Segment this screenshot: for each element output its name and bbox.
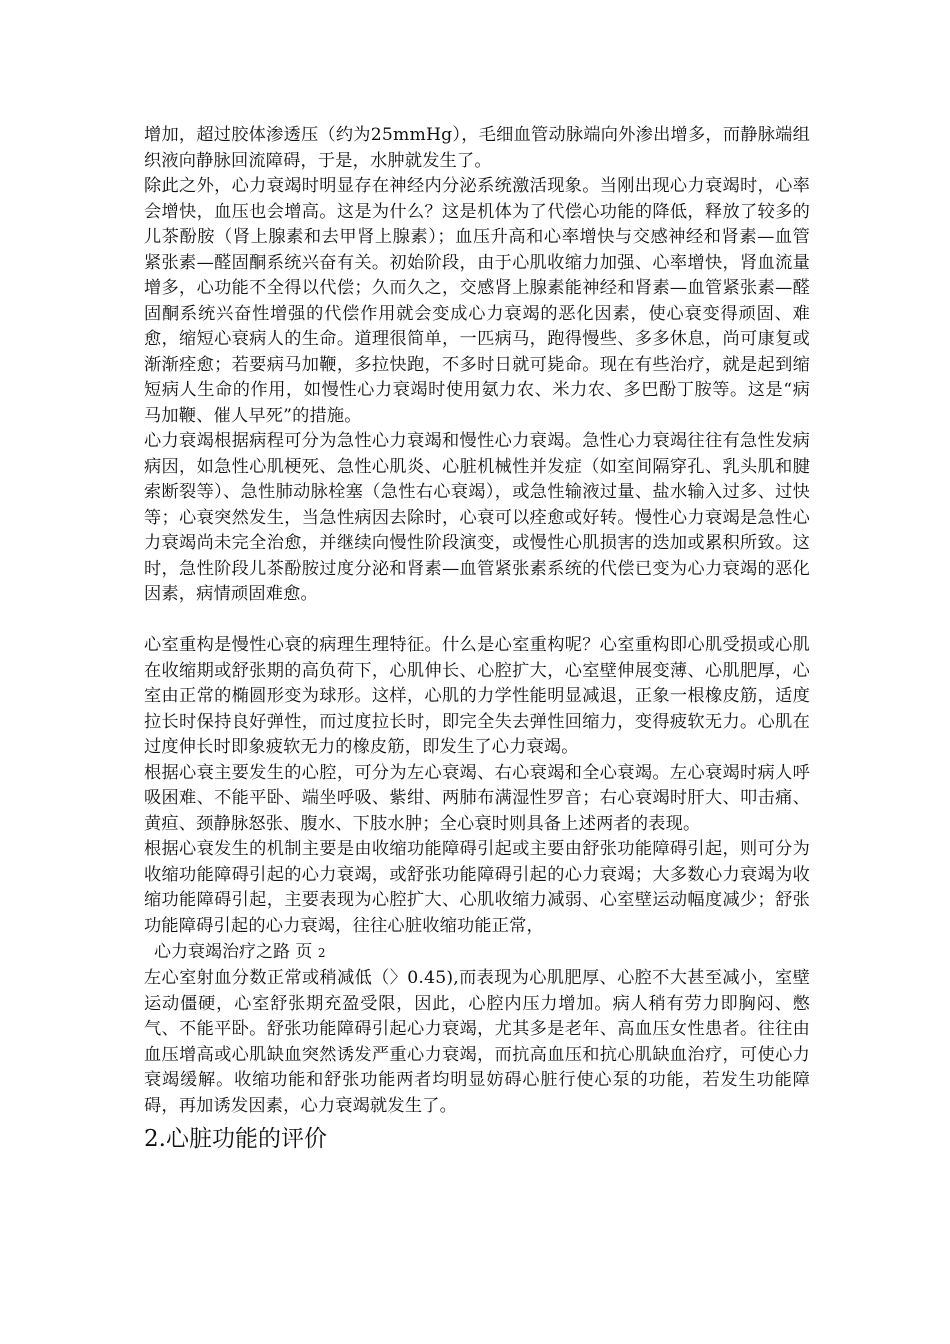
footer-page-label: 页 (295, 942, 313, 962)
page-footer (144, 939, 810, 966)
paragraph-neuroendocrine: 除此之外，心力衰竭时明显存在神经内分泌系统激活现象。当刚出现心力衰竭时，心率会增快，血压也会增高。这是为什么？这是机体为了代偿心功能的降低，释放了较多的儿茶酚胺（肾上腺素和去甲肾上腺素）；血压升高和心率增快与交感神经和肾素—血管紧张素—醛固酮系统兴奋有关。初始阶段，由于心肌收缩力加强、心率增快，肾血流量增多，心功能不全得以代偿；久而久之，交感肾上腺素能神经和肾素—血管紧张素—醛固酮系统兴奋性增强的代偿作用就会变成心力衰竭的恶化因素，使心衰变得顽固、难愈，缩短心衰病人的生命。道理很简单，一匹病马，跑得慢些、多多休息，尚可康复或渐渐痊愈；若要病马加鞭，多拉快跑，不多时日就可毙命。现在有些治疗，就是起到缩短病人生命的作用，如慢性心力衰竭时使用氨力农、米力农、多巴酚丁胺等。这是“病马加鞭、催人早死”的措施。 (144, 176, 810, 426)
document-page (144, 123, 810, 1157)
paragraph-left-right-failure: 根据心衰主要发生的心腔，可分为左心衰竭、右心衰竭和全心衰竭。左心衰竭时病人呼吸困难、不能平卧、端坐呼吸、紫绀、两肺布满湿性罗音；右心衰竭时肝大、叩击痛、黄疸、颈静脉怒张、腹水、下肢水肿；全心衰时则具备上述两者的表现。 (144, 762, 810, 834)
section-heading: 2.心脏功能的评价 (144, 1126, 327, 1152)
footer-title: 心力衰竭治疗之路 (154, 942, 290, 962)
paragraph-systolic-diastolic: 根据心衰发生的机制主要是由收缩功能障碍引起或主要由舒张功能障碍引起，则可分为收缩功能障碍引起的心力衰竭，或舒张功能障碍引起的心力衰竭；大多数心力衰竭为收缩功能障碍引起，主要表现为心腔扩大、心肌收缩力减弱、心室壁运动幅度减少；舒张功能障碍引起的心力衰竭，往往心脏收缩功能正常， (144, 839, 810, 936)
paragraph-edema: 增加，超过胶体渗透压（约为25mmHg），毛细血管动脉端向外渗出增多，而静脉端组织液向静脉回流障碍，于是，水肿就发生了。 (144, 125, 810, 171)
paragraph-acute-chronic: 心力衰竭根据病程可分为急性心力衰竭和慢性心力衰竭。急性心力衰竭往往有急性发病病因，如急性心肌梗死、急性心肌炎、心脏机械性并发症（如室间隔穿孔、乳头肌和腱索断裂等）、急性肺动脉栓塞（急性右心衰竭），或急性输液过量、盐水输入过多、过快等；心衰突然发生，当急性病因去除时，心衰可以痊愈或好转。慢性心力衰竭是急性心力衰竭尚未完全治愈，并继续向慢性阶段演变，或慢性心肌损害的迭加或累积所致。这时，急性阶段儿茶酚胺过度分泌和肾素—血管紧张素系统的代偿已变为心力衰竭的恶化因素，病情顽固难愈。 (144, 431, 810, 604)
paragraph-ejection-fraction: 左心室射血分数正常或稍减低（〉0.45),而表现为心肌肥厚、心腔不大甚至减小，室壁运动僵硬，心室舒张期充盈受限，因此，心腔内压力增加。病人稍有劳力即胸闷、憋气、不能平卧。舒张功能障碍引起心力衰竭，尤其多是老年、高血压女性患者。往往由血压增高或心肌缺血突然诱发严重心力衰竭，而抗高血压和抗心肌缺血治疗，可使心力衰竭缓解。收缩功能和舒张功能两者均明显妨碍心脏行使心泵的功能，若发生功能障碍，再加诱发因素，心力衰竭就发生了。 (144, 968, 810, 1116)
paragraph-spacer (144, 608, 810, 634)
footer-page-number: 2 (317, 946, 326, 960)
paragraph-ventricular-remodeling: 心室重构是慢性心衰的病理生理特征。什么是心室重构呢？心室重构即心肌受损或心肌在收缩期或舒张期的高负荷下，心肌伸长、心腔扩大，心室壁伸展变薄、心肌肥厚，心室由正常的椭圆形变为球形。这样，心肌的力学性能明显减退，正象一根橡皮筋，适度拉长时保持良好弹性，而过度拉长时，即完全失去弹性回缩力，变得疲软无力。心肌在过度伸长时即象疲软无力的橡皮筋，即发生了心力衰竭。 (144, 635, 810, 757)
